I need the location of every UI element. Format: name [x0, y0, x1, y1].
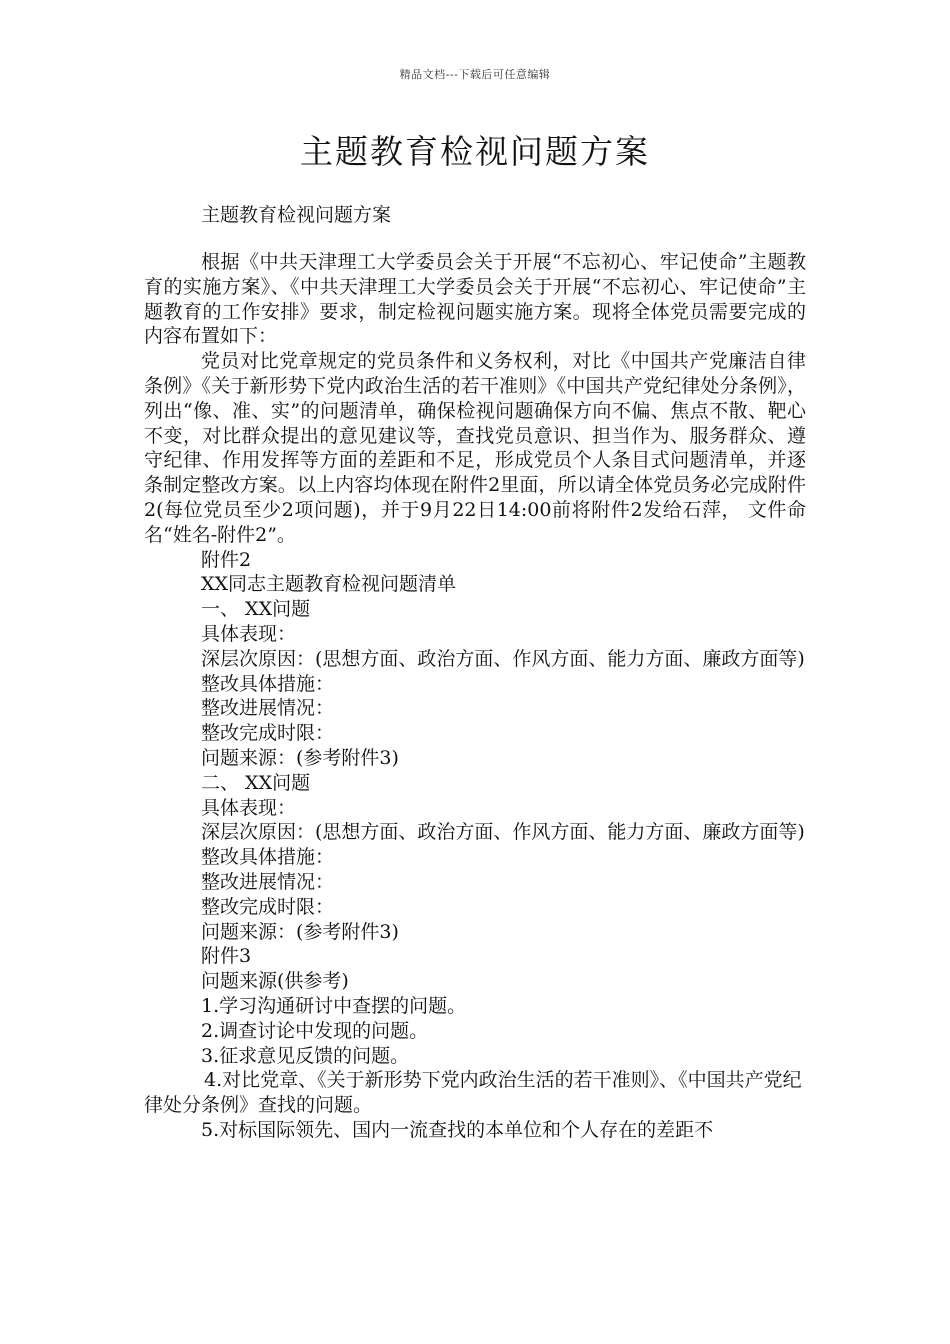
- problem-progress: 整改进展情况：: [201, 697, 335, 720]
- source-item: 4.对比党章、《关于新形势下党内政治生活的若干准则》、《中国共产党纪律处分条例》查找的问题。: [144, 1069, 802, 1117]
- problem-section-1: [144, 597, 806, 771]
- header-note: 精品文档---下载后可任意编辑: [399, 68, 551, 81]
- attachment3-label: 附件3: [201, 945, 252, 968]
- attachment2-label: 附件2: [201, 548, 252, 571]
- problem-heading: 一、 XX问题: [201, 598, 311, 621]
- paragraph-requirements: 党员对比党章规定的党员条件和义务权利，对比《中国共产党廉洁自律条例》《关于新形势下党内政治生活的若干准则》《中国共产党纪律处分条例》，列出“像、准、实”的问题清单，确保检视问题确保方向不偏、焦点不散、靶心不变，对比群众提出的意见建议等，查找党员意识、担当作为、服务群众、遵守纪律、作用发挥等方面的差距和不足，形成党员个人条目式问题清单，并逐条制定整改方案。以上内容均体现在附件2里面，所以请全体党员务必完成附件2(每位党员至少2项问题)，并于9月22日14:00前将附件2发给石萍， 文件命名“姓名-附件2”。: [144, 350, 806, 546]
- problem-section-2: [144, 771, 806, 945]
- problem-deadline: 整改完成时限：: [201, 895, 335, 918]
- problem-measures: 整改具体措施：: [201, 672, 335, 695]
- problem-manifestation: 具体表现：: [201, 622, 297, 645]
- problem-root-cause: 深层次原因：(思想方面、政治方面、作风方面、能力方面、廉政方面等): [201, 647, 805, 670]
- problem-source: 问题来源：(参考附件3): [201, 746, 399, 769]
- problem-progress: 整改进展情况：: [201, 870, 335, 893]
- source-item: 1.学习沟通研讨中查摆的问题。: [201, 994, 467, 1017]
- problem-heading: 二、 XX问题: [201, 771, 311, 794]
- document-subtitle: 主题教育检视问题方案: [201, 204, 392, 226]
- attachment2-list-title: XX同志主题教育检视问题清单: [201, 573, 457, 596]
- source-item: 2.调查讨论中发现的问题。: [201, 1019, 429, 1042]
- problem-manifestation: 具体表现：: [201, 796, 297, 819]
- paragraph-intro: 根据《中共天津理工大学委员会关于开展“不忘初心、牢记使命”主题教育的实施方案》、《中共天津理工大学委员会关于开展“不忘初心、牢记使命”主题教育的工作安排》要求，制定检视问题实施方案。现将全体党员需要完成的内容布置如下：: [144, 251, 806, 348]
- attachment3-list-title: 问题来源(供参考): [201, 970, 349, 993]
- document-body: [144, 250, 806, 1143]
- problem-deadline: 整改完成时限：: [201, 722, 335, 745]
- problem-source: 问题来源：(参考附件3): [201, 920, 399, 943]
- source-item: 3.征求意见反馈的问题。: [201, 1044, 410, 1067]
- problem-measures: 整改具体措施：: [201, 846, 335, 869]
- source-item: 5.对标国际领先、国内一流查找的本单位和个人存在的差距不: [201, 1118, 714, 1141]
- problem-root-cause: 深层次原因：(思想方面、政治方面、作风方面、能力方面、廉政方面等): [201, 821, 805, 844]
- document-title: 主题教育检视问题方案: [300, 132, 650, 171]
